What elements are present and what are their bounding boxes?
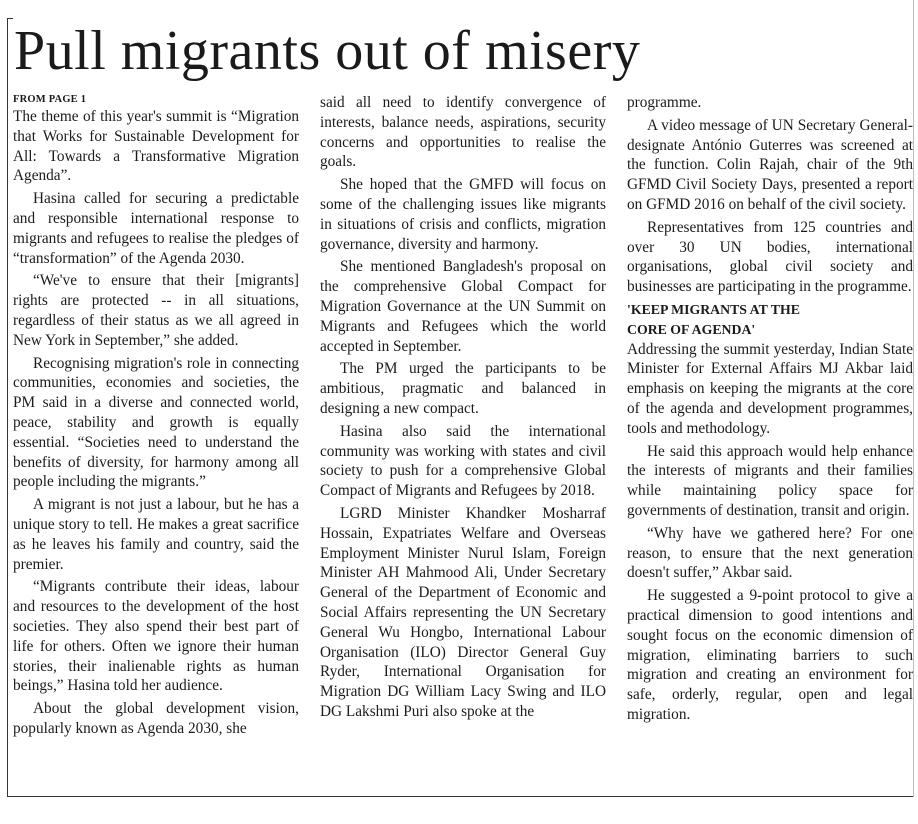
paragraph: said all need to identify convergence of interests, balance needs, aspirations, security concerns and opportunities to realise the goals. bbox=[320, 94, 606, 171]
paragraph: A migrant is not just a labour, but he has a unique story to tell. He makes a great sacrifice as he leaves his family and country, said the premier. bbox=[13, 496, 299, 573]
subheading-line-2: CORE OF AGENDA' bbox=[627, 321, 756, 337]
paragraph: “Migrants contribute their ideas, labour and resources to the development of the host societies. They also spend their best part of life for others. Often we ignore their human stories, their inalienable rights as human beings,” Hasina told her audience. bbox=[13, 578, 299, 695]
paragraph: Hasina also said the international community was working with states and civil society to push for a comprehensive Global Compact of Migrants and Refugees by 2018. bbox=[320, 422, 606, 500]
paragraph: About the global development vision, popularly known as Agenda 2030, she bbox=[13, 700, 299, 737]
frame-rule-right bbox=[913, 0, 914, 797]
paragraph: programme. bbox=[627, 94, 702, 111]
paragraph: The theme of this year's summit is “Migration that Works for Sustainable Development for All: Towards a Transformative Migration Agenda”. bbox=[13, 108, 299, 185]
paragraph: “We've to ensure that their [migrants] rights are protected -- in all situations, regardless of their status as we all agreed in New York in September,” she added. bbox=[13, 272, 299, 349]
paragraph: Addressing the summit yesterday, Indian State Minister for External Affairs MJ Akbar laid emphasis on keeping the migrants at the core of the agenda and development programmes, tools and methodology. bbox=[627, 340, 913, 437]
column-3 bbox=[627, 93, 913, 793]
paragraph: Hasina called for securing a predictable and responsible international response to migrants and refugees to realise the pledges of “transformation” of the Agenda 2030. bbox=[13, 190, 299, 267]
subheading bbox=[627, 300, 913, 340]
paragraph: LGRD Minister Khandker Mosharraf Hossain, Expatriates Welfare and Overseas Employment Minister Nurul Islam, Foreign Minister AH Mahmood Ali, Under Secretary General of the Department of Economic and Social Affairs representing the UN Secretary General Wu Hongbo, International Labour Organisation (ILO) Director General Guy Ryder, International Organisation for Migration DG William Lacy Swing and ILO DG Lakshmi Puri also spoke at the bbox=[320, 504, 606, 720]
dateline: FROM PAGE 1 bbox=[13, 94, 87, 105]
subheading-line-1: 'KEEP MIGRANTS AT THE bbox=[627, 301, 800, 317]
paragraph: A video message of UN Secretary General-designate António Guterres was screened at the function. Colin Rajah, chair of the 9th GFMD Civil Society Days, presented a report on GFMD 2016 on behalf of the civil society. bbox=[627, 116, 913, 213]
headline: Pull migrants out of misery bbox=[14, 20, 641, 82]
paragraph: She hoped that the GMFD will focus on some of the challenging issues like migrants in situations of crisis and conflicts, migration governance, diversity and harmony. bbox=[320, 176, 606, 253]
paragraph: He said this approach would help enhance the interests of migrants and their families while maintaining policy space for governments of destination, transit and origin. bbox=[627, 442, 913, 519]
paragraph: The PM urged the participants to be ambitious, pragmatic and balanced in designing a new compact. bbox=[320, 360, 606, 417]
frame-rule-left bbox=[7, 18, 8, 796]
paragraph: He suggested a 9-point protocol to give a practical dimension to good intentions and sought focus on the economic dimension of migration, eliminating barriers to such migration and creating an environment for safe, orderly, regular, open and legal migration. bbox=[627, 587, 913, 723]
paragraph: She mentioned Bangladesh's proposal on the comprehensive Global Compact for Migration Governance at the UN Summit on Migrants and Refugees which the world accepted in September. bbox=[320, 258, 606, 355]
paragraph: Representatives from 125 countries and over 30 UN bodies, international organisations, global civil society and businesses are participating in the programme. bbox=[627, 218, 913, 296]
frame-rule-bottom bbox=[7, 796, 914, 797]
frame-rule-top bbox=[7, 18, 13, 19]
paragraph: “Why have we gathered here? For one reason, to ensure that the next generation doesn't suffer,” Akbar said. bbox=[627, 524, 913, 582]
paragraph: Recognising migration's role in connecting communities, economies and societies, the PM said in a diverse and connected world, peace, stability and growth is equally essential. “Societies need to understand the benefits of diversity, for harmony among all people including the migrants.” bbox=[13, 354, 299, 491]
column-1 bbox=[13, 93, 299, 793]
column-2 bbox=[320, 93, 606, 793]
